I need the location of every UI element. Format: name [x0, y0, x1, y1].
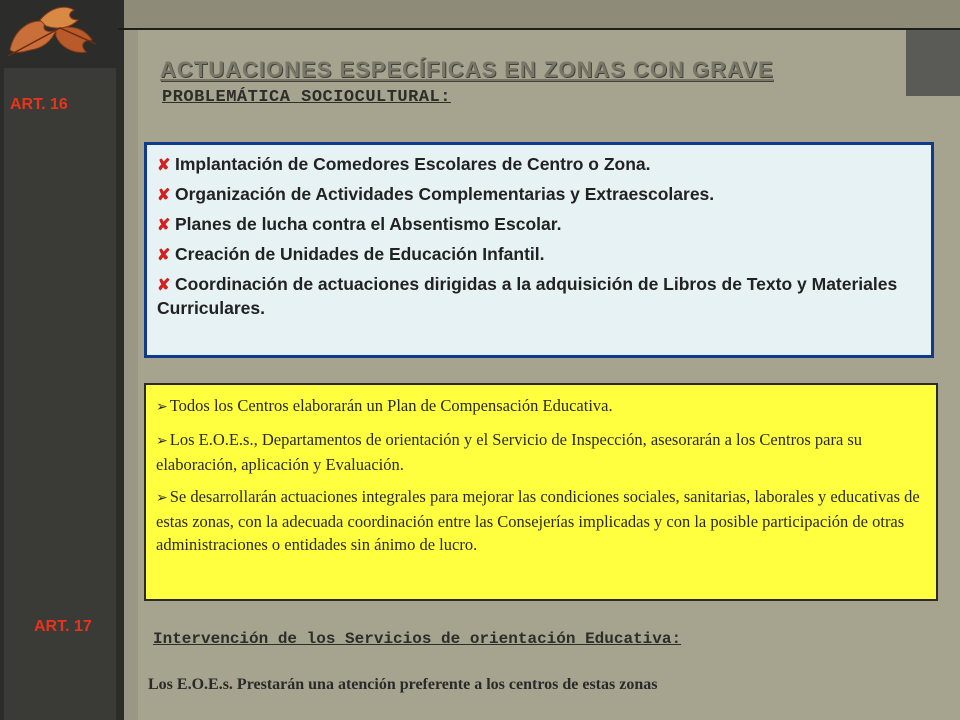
slide-subtitle: PROBLEMÁTICA SOCIOCULTURAL:: [162, 88, 451, 107]
x-mark-icon: ✘: [157, 247, 171, 264]
arrow-bullet-icon: ➢: [156, 400, 168, 415]
x-mark-icon: ✘: [157, 157, 171, 174]
list-item: [157, 183, 921, 207]
list-item: [156, 394, 926, 419]
list-item-text: Los E.O.E.s., Departamentos de orientación y el Servicio de Inspección, asesorarán a los Centros para su elaboración, aplicación y Evaluación.: [156, 430, 863, 474]
art-17-label: ART. 17: [34, 618, 92, 635]
list-item: [156, 485, 926, 556]
x-mark-icon: ✘: [157, 187, 171, 204]
slide-content-area: [124, 30, 960, 720]
art-16-label: ART. 16: [10, 96, 68, 113]
content-shadow: [124, 30, 138, 720]
footer-text: Los E.O.E.s. Prestarán una atención preferente a los centros de estas zonas: [148, 676, 658, 693]
list-item: [157, 273, 921, 319]
list-item-text: Creación de Unidades de Educación Infantil.: [175, 244, 545, 264]
slide-title-overlapped: ACTUACIONES ESPECÍFICAS EN ZONAS CON GRAVE: [160, 57, 774, 82]
x-mark-icon: ✘: [157, 277, 171, 294]
list-item-text: Implantación de Comedores Escolares de Centro o Zona.: [175, 154, 651, 174]
list-item: [156, 428, 926, 476]
section-title-orientation: Intervención de los Servicios de orientación Educativa:: [153, 630, 682, 648]
list-item-text: Planes de lucha contra el Absentismo Escolar.: [175, 214, 562, 234]
list-item: [157, 153, 921, 177]
list-item-text: Organización de Actividades Complementarias y Extraescolares.: [175, 184, 715, 204]
top-band: [0, 0, 960, 28]
arrow-bullet-icon: ➢: [156, 434, 168, 449]
list-item-text: Todos los Centros elaborarán un Plan de Compensación Educativa.: [169, 396, 613, 415]
autumn-leaf-icon: [0, 0, 124, 70]
x-mark-icon: ✘: [157, 217, 171, 234]
plan-notes-box: [144, 383, 938, 601]
list-item: [157, 243, 921, 267]
arrow-bullet-icon: ➢: [156, 491, 168, 506]
list-item-text: Se desarrollarán actuaciones integrales para mejorar las condiciones sociales, sanitarias, laborales y educativas de estas zonas, con la adecuada coordinación entre las Consejerías implicadas y con la posible participación de otras administraciones o entidades sin ánimo de lucro.: [156, 487, 920, 554]
list-item-text: Coordinación de actuaciones dirigidas a la adquisición de Libros de Texto y Materiales Curriculares.: [157, 274, 898, 318]
actions-list-box: [144, 142, 934, 358]
list-item: [157, 213, 921, 237]
